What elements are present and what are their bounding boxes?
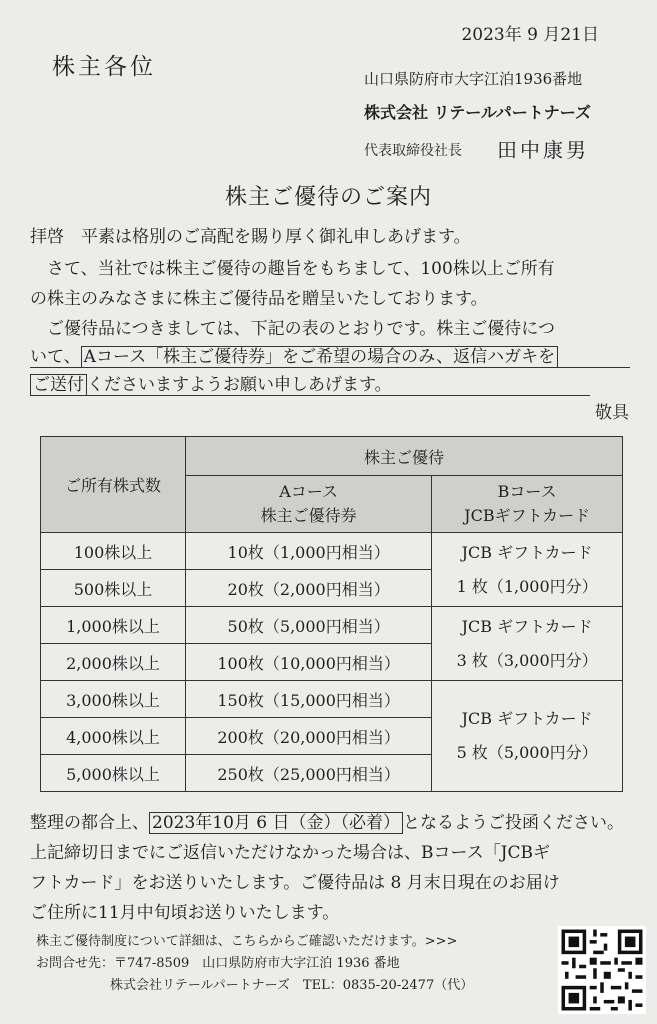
deadline-prefix: 整理の都合上、 (30, 813, 149, 833)
shares-cell: 2,000株以上 (41, 644, 186, 681)
course-b-cell (432, 607, 623, 681)
body-line-5-prefix: いて、 (30, 347, 81, 367)
salutation: 株主各位 (52, 54, 156, 80)
course-a-sub-label: 株主ご優待券 (260, 506, 357, 525)
company-name: 株式会社 リテールパートナーズ (364, 103, 592, 122)
course-b-card: JCB ギフトカード (461, 542, 593, 562)
underline-2 (30, 395, 590, 396)
body-line-2: さて、当社では株主ご優待の趣旨をもちまして、100株以上ご所有 (30, 259, 555, 279)
course-b-card: JCB ギフトカード (461, 616, 593, 636)
course-b-amount: 3 枚（3,000円分） (456, 650, 598, 670)
course-a-cell: 250枚（25,000円相当） (186, 755, 432, 792)
notice-line-4: ご住所に11月中旬頃お送りいたします。 (30, 903, 340, 923)
course-b-amount: 1 枚（1,000円分） (456, 576, 598, 596)
course-a-cell: 200枚（20,000円相当） (186, 718, 432, 755)
closing-word: 敬具 (595, 403, 629, 423)
company-address: 山口県防府市大字江泊1936番地 (364, 70, 583, 88)
course-a-label: Aコース (279, 482, 339, 501)
qr-code-icon[interactable] (558, 926, 646, 1014)
body-line-3: の株主のみなさまに株主ご優待品を贈呈いたしております。 (30, 289, 488, 309)
shares-cell: 1,000株以上 (41, 607, 186, 644)
course-b-label: Bコース (497, 482, 557, 501)
table-row (41, 607, 623, 644)
body-line-6 (30, 370, 392, 395)
course-b-amount: 5 枚（5,000円分） (456, 743, 598, 762)
course-a-cell: 150枚（15,000円相当） (186, 681, 432, 718)
ceo-title: 代表取締役社長 (364, 143, 462, 159)
ceo-name: 田中康男 (497, 138, 589, 162)
course-a-cell: 100枚（10,000円相当） (186, 644, 432, 681)
deadline-suffix: となるようご投函ください。 (403, 813, 625, 833)
footer-details: 株主ご優待制度について詳細は、こちらからご確認いただけます。>>> (36, 934, 458, 949)
course-b-card: JCB ギフトカード (461, 709, 593, 728)
shares-cell: 4,000株以上 (41, 718, 186, 755)
header-course-a (186, 476, 432, 533)
table-row (41, 533, 623, 570)
course-a-cell: 10枚（1,000円相当） (186, 533, 432, 570)
course-b-cell (432, 681, 623, 792)
body-line-6-suffix: くださいますようお願い申しあげます。 (87, 375, 392, 395)
notice-line-2: 上記締切日までにご返信いただけなかった場合は、Bコース「JCBギ (30, 843, 550, 863)
shares-cell: 100株以上 (41, 533, 186, 570)
course-b-cell (432, 533, 623, 607)
footer-company-tel: 株式会社リテールパートナーズ TEL：0835-20-2477（代） (110, 978, 474, 993)
benefit-table (40, 436, 623, 792)
body-line-5 (30, 342, 558, 367)
footer-contact: お問合せ先：〒747-8509 山口県防府市大字江泊 1936 番地 (36, 956, 400, 971)
body-line-4: ご優待品につきましては、下記の表のとおりです。株主ご優待につ (30, 319, 555, 339)
course-a-cell: 20枚（2,000円相当） (186, 570, 432, 607)
shares-cell: 500株以上 (41, 570, 186, 607)
table-row (41, 681, 623, 718)
underline-1 (30, 367, 630, 368)
course-a-instruction-highlight: Aコース「株主ご優待券」をご希望の場合のみ、返信ハガキを (81, 346, 558, 368)
document-date: 2023年 9 月21日 (461, 25, 599, 45)
body-line-1: 拝啓 平素は格別のご高配を賜り厚く御礼申しあげます。 (30, 227, 471, 247)
course-b-sub-label: JCBギフトカード (464, 506, 591, 525)
shares-cell: 3,000株以上 (41, 681, 186, 718)
send-highlight: ご送付 (30, 374, 87, 396)
course-a-cell: 50枚（5,000円相当） (186, 607, 432, 644)
header-benefit: 株主ご優待 (186, 437, 623, 476)
page-title: 株主ご優待のご案内 (224, 185, 432, 210)
header-course-b (432, 476, 623, 533)
deadline-line (30, 808, 624, 833)
header-shares: ご所有株式数 (41, 437, 186, 533)
notice-line-3: フトカード」をお送りいたします。ご優待品は 8 月末日現在のお届け (30, 873, 560, 893)
shares-cell: 5,000株以上 (41, 755, 186, 792)
deadline-date-highlight: 2023年10月 6 日（金）（必着） (149, 812, 403, 834)
